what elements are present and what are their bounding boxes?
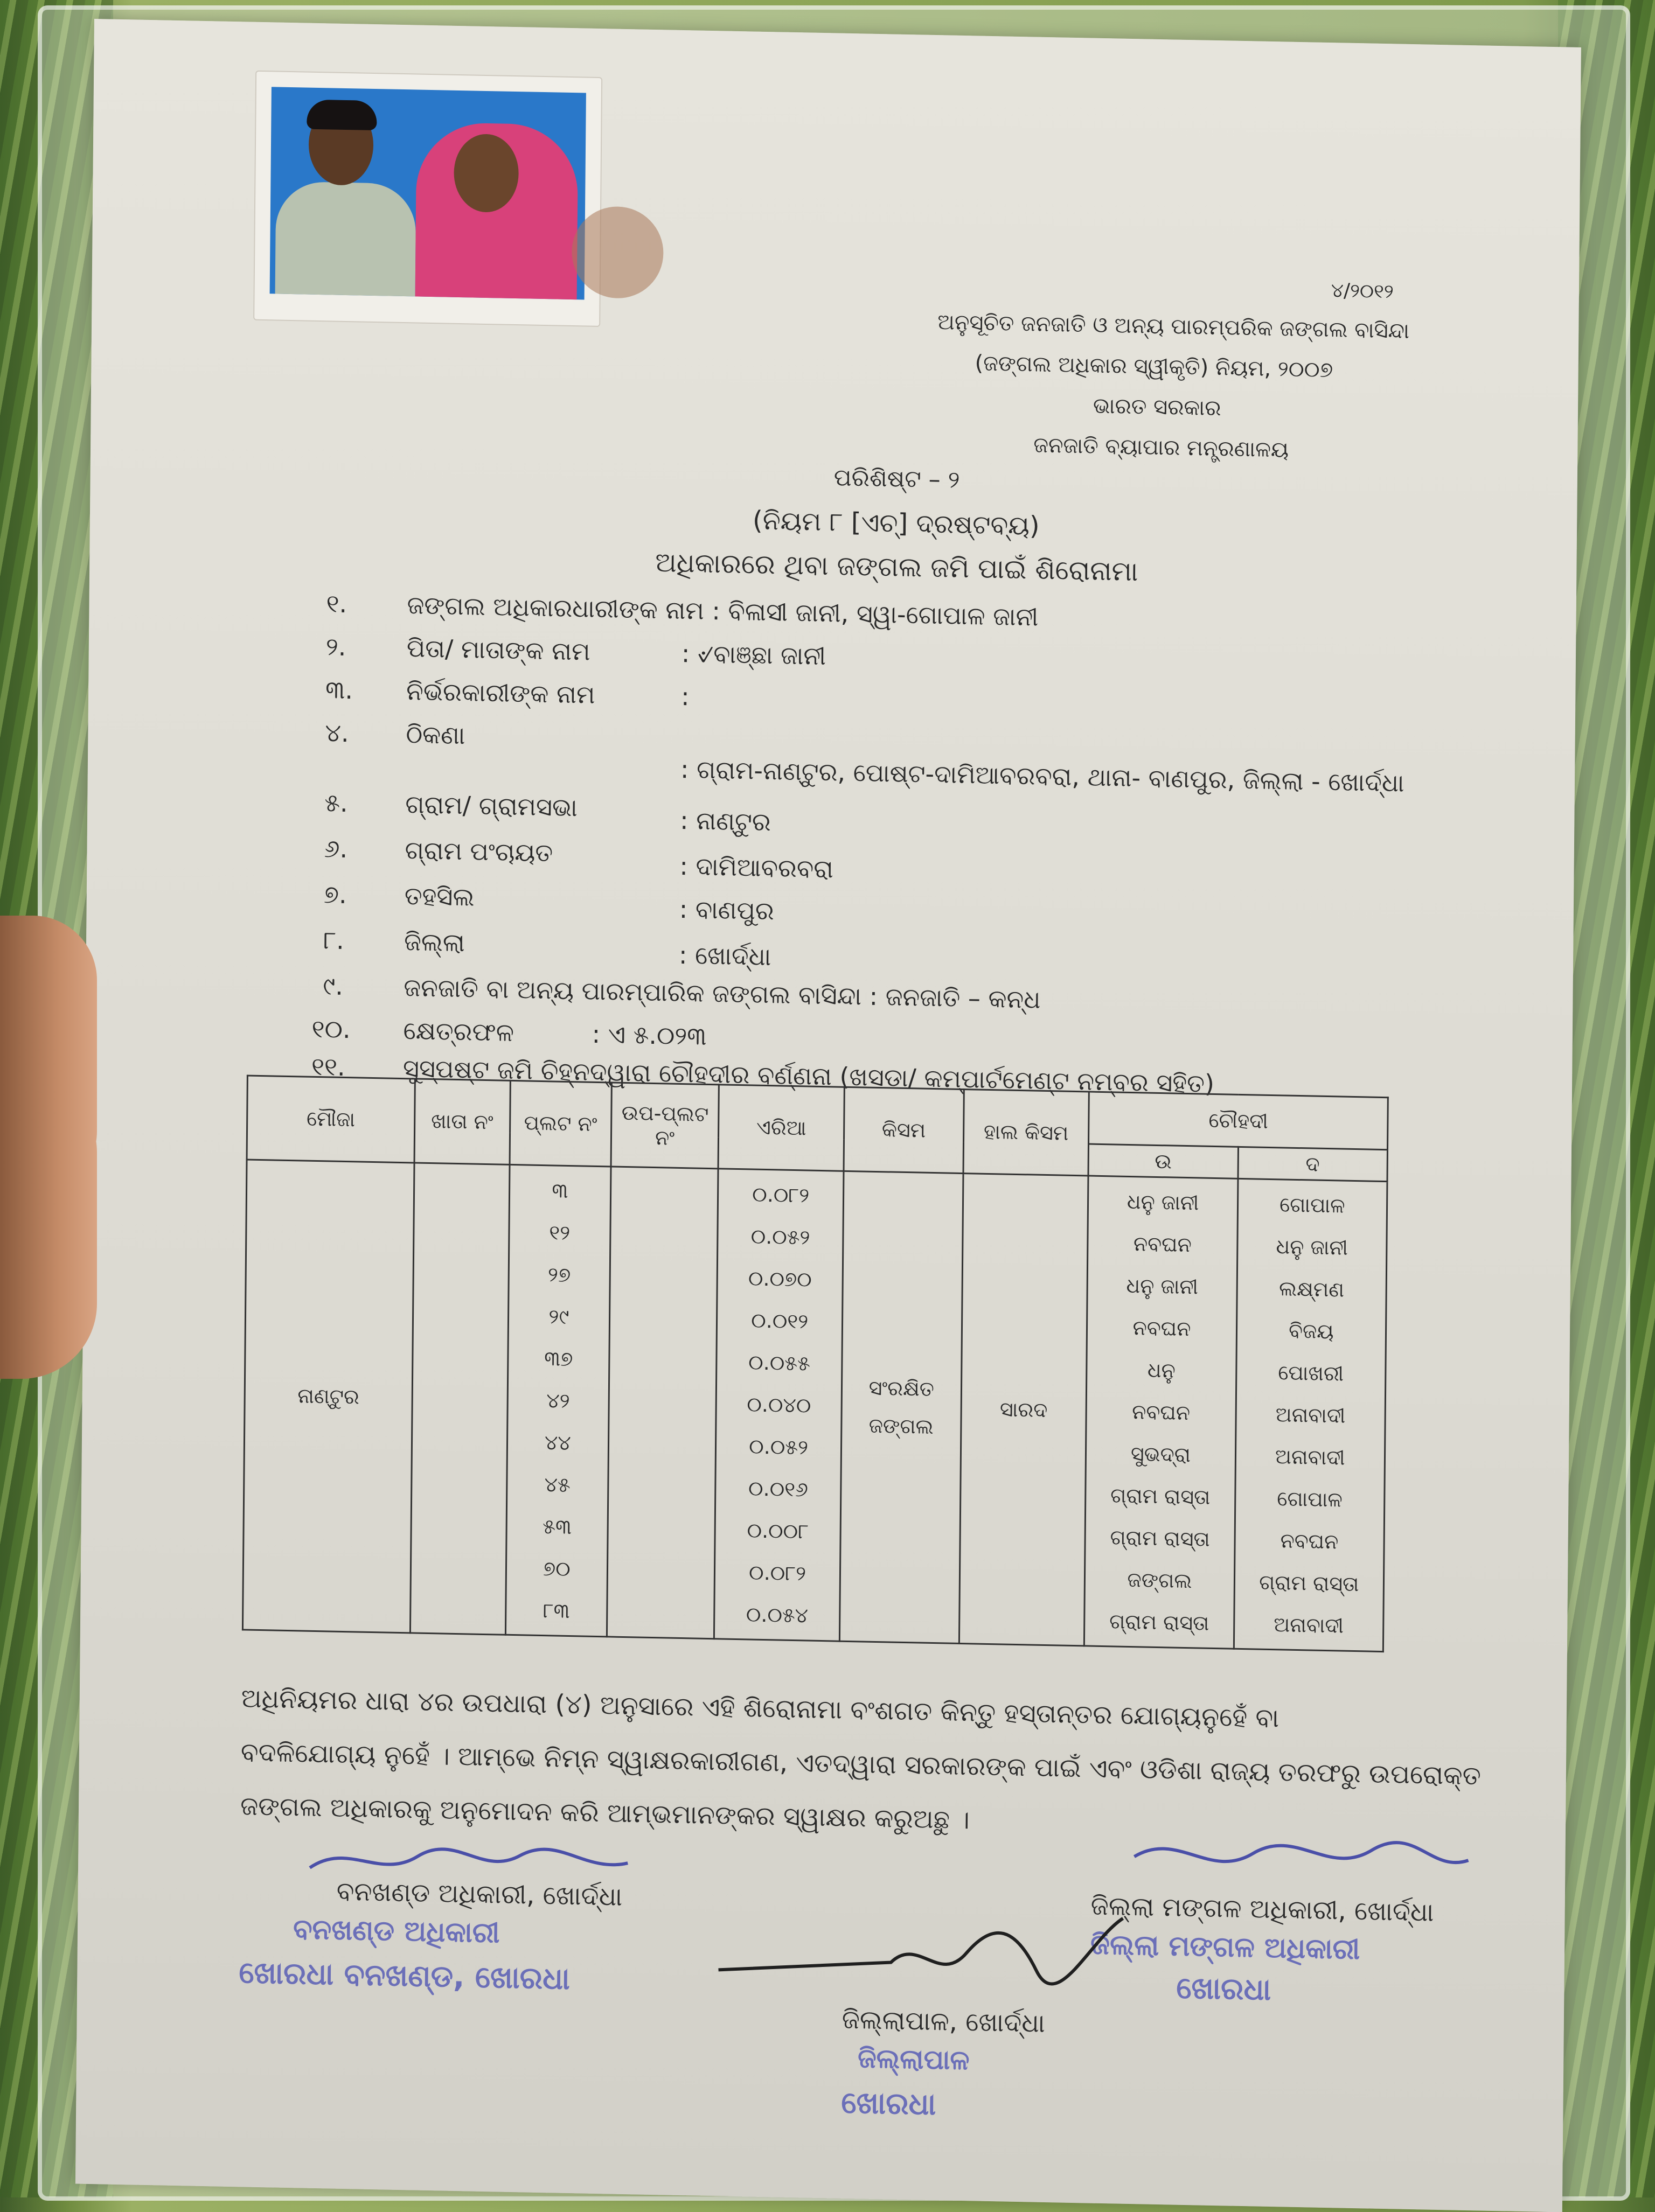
south-boundary: ଗୋପାଳ (1277, 1487, 1343, 1512)
south-boundary: ଧନୁ ଜାନୀ (1276, 1234, 1348, 1260)
reference-number: ୪/୨୦୧୨ (1331, 280, 1394, 303)
col-header-plot: ପ୍ଲଟ ନଂ (510, 1080, 612, 1167)
area-value: ୦.୦୫୪ (746, 1602, 809, 1628)
collector-stamp-line2: ଖୋରଧା (841, 2085, 936, 2123)
field-number: ୮. (323, 925, 345, 955)
cell-subplot (607, 1167, 718, 1639)
photo-man-hair (307, 100, 377, 130)
south-boundary: ଗୋପାଳ (1279, 1192, 1345, 1218)
north-boundary: ଜଙ୍ଗଲ (1127, 1567, 1192, 1593)
applicant-photo (253, 71, 602, 327)
south-boundary: ପୋଖରୀ (1278, 1360, 1344, 1386)
south-boundary: ବିଜୟ (1288, 1318, 1334, 1344)
field-label: ଗ୍ରାମ ପଂଚାୟତ (405, 835, 553, 868)
col-header-chauhadi: ଚୌହଦୀ (1089, 1092, 1388, 1150)
document-page (75, 19, 1581, 2212)
area-value: ୦.୦୫୨ (750, 1224, 810, 1250)
plot-number: ୨୭ (547, 1262, 571, 1287)
field-label: ତହସିଲ (404, 881, 475, 912)
area-value: ୦.୦୫୨ (749, 1434, 809, 1460)
plot-number: ୩ (552, 1178, 568, 1203)
field-holder-name: ଜଙ୍ଗଲ ଅଧିକାରଧାରୀଙ୍କ ନାମ : ବିଳାସୀ ଜାନୀ, ସ୍ୱା-ଗୋପାଳ ଜାନୀ (407, 590, 1039, 632)
cell-plots (505, 1164, 611, 1637)
area-value: ୦.୦୭୦ (748, 1266, 812, 1292)
field-village: : ନାଣ୍ଟୁର (679, 805, 771, 837)
plot-number: ୪୨ (546, 1388, 570, 1413)
field-area: : ଏ ୫.୦୨୩ (592, 1019, 707, 1051)
field-number: ୫. (324, 788, 348, 818)
declaration-line1: ଅଧିନିୟମର ଧାରା ୪ର ଉପଧାରା (୪) ଅନୁସାରେ ଏହି ଶିରୋନାମା ବଂଶଗତ କିନ୍ତୁ ହସ୍ତାନ୍ତର ଯୋଗ୍ୟନୁହେଁ ବା (241, 1683, 1280, 1734)
act-title-line1: ଅନୁସୂଚିତ ଜନଜାତି ଓ ଅନ୍ୟ ପାରମ୍ପରିକ ଜଙ୍ଗଲ ବାସିନ୍ଦା (937, 310, 1410, 344)
cell-areas (714, 1169, 844, 1641)
field-number: ୧୦. (311, 1014, 351, 1044)
field-label: ପିତା/ ମାତାଙ୍କ ନାମ (406, 633, 590, 666)
south-boundary: ଲକ୍ଷ୍ମଣ (1278, 1276, 1345, 1302)
col-header-kisam: କିସମ (844, 1087, 964, 1173)
plot-number: ୪୫ (544, 1473, 571, 1497)
col-header-south: ଦ (1238, 1147, 1388, 1181)
north-boundary: ଧନୁ (1147, 1358, 1176, 1383)
area-value: ୦.୦୧୬ (748, 1476, 809, 1502)
south-boundary: ଅନାବାଦୀ (1275, 1445, 1345, 1470)
field-label: ଠିକଣା (406, 720, 465, 750)
field-district: : ଖୋର୍ଦ୍ଧା (678, 940, 771, 972)
plot-number: ୪୪ (544, 1431, 571, 1455)
field-label: ଜିଲ୍ଲା (404, 927, 465, 958)
area-value: ୦.୦୮୨ (748, 1560, 806, 1586)
photo-woman-head (454, 134, 519, 213)
col-header-north: ଉ (1088, 1144, 1238, 1178)
ministry-name: ଜନଜାତି ବ୍ୟାପାର ମନ୍ତ୍ରଣାଳୟ (1033, 432, 1289, 463)
plot-number: ୮୩ (543, 1599, 570, 1623)
field-tribe: ଜନଜାତି ବା ଅନ୍ୟ ପାରମ୍ପାରିକ ଜଙ୍ଗଲ ବାସିନ୍ଦା : ଜନଜାତି – କନ୍ଧ (404, 973, 1041, 1014)
collector-title: ଜିଲ୍ଲାପାଳ, ଖୋର୍ଦ୍ଧା (842, 2004, 1045, 2039)
col-header-area: ଏରିଆ (718, 1085, 844, 1171)
north-boundary: ଧନୁ ଜାନୀ (1126, 1189, 1199, 1215)
plot-number: ୨୯ (548, 1304, 569, 1329)
welfare-officer-title: ଜିଲ୍ଲା ମଙ୍ଗଳ ଅଧିକାରୀ, ଖୋର୍ଦ୍ଧା (1090, 1890, 1434, 1928)
south-boundary: ନବଘନ (1280, 1529, 1339, 1554)
field-number: ୧. (326, 589, 347, 619)
field-parent-name: : ୰ବାଞ୍ଛା ଜାନୀ (681, 638, 826, 671)
holding-hand-thumb (0, 1077, 97, 1379)
field-label: କ୍ଷେତ୍ରଫଳ (403, 1016, 514, 1048)
field-address: : ଗ୍ରାମ-ନାଣ୍ଟୁର, ପୋଷ୍ଟ-ଦାମିଆବରବରା, ଥାନା- ବାଣପୁର, ଜିଲ୍ଲା - ଖୋର୍ଦ୍ଧା (680, 754, 1404, 798)
table-row (242, 1160, 1387, 1652)
cell-north-boundaries (1084, 1176, 1238, 1649)
welfare-officer-stamp-line1: ଜିଲ୍ଲା ମଙ୍ଗଳ ଅଧିକାରୀ (1090, 1928, 1360, 1966)
south-boundary: ଗ୍ରାମ ରାସ୍ତା (1259, 1570, 1359, 1596)
cell-mouza: ନାଣ୍ଟୁର (242, 1160, 414, 1633)
photo-image (270, 87, 586, 299)
cell-kisam: ସଂରକ୍ଷିତ ଜଙ୍ଗଲ (839, 1171, 963, 1643)
field-number: ୭. (323, 880, 347, 910)
north-boundary: ଗ୍ରାମ ରାସ୍ତା (1110, 1483, 1211, 1509)
field-tehsil: : ବାଣପୁର (679, 894, 774, 926)
north-boundary: ସୁଭଦ୍ରା (1130, 1442, 1191, 1467)
forest-officer-stamp-line2: ଖୋରଧା ବନଖଣ୍ଡ, ଖୋରଧା (239, 1955, 571, 1997)
plot-number: ୧୨ (549, 1220, 571, 1245)
plot-number: ୫୩ (543, 1515, 572, 1539)
col-header-hal-kisam: ହାଲ କିସମ (963, 1090, 1089, 1176)
north-boundary: ନବଘନ (1132, 1400, 1191, 1425)
area-value: ୦.୦୪୦ (747, 1392, 811, 1418)
field-label: ଗ୍ରାମ/ ଗ୍ରାମସଭା (405, 790, 578, 822)
rule-reference: (ନିୟମ ୮ [ଏଚ୍] ଦ୍ରଷ୍ଟବ୍ୟ) (752, 505, 1040, 541)
collector-stamp-line1: ଜିଲ୍ଲାପାଳ (857, 2042, 970, 2076)
north-boundary: ନବଘନ (1133, 1232, 1192, 1257)
collector-signature (713, 1900, 1134, 2015)
cell-south-boundaries (1234, 1178, 1387, 1651)
land-plot-table (242, 1075, 1389, 1653)
photo-man-body (275, 181, 416, 299)
government-name: ଭାରତ ସରକାର (1093, 393, 1221, 421)
cell-hal-kisam: ସାରଦ (959, 1174, 1088, 1646)
document-heading: ଅଧିକାରରେ ଥିବା ଜଙ୍ଗଲ ଜମି ପାଇଁ ଶିରୋନାମା (655, 547, 1138, 588)
area-value: ୦.୦୦୮ (747, 1518, 809, 1544)
declaration-line3: ଜଙ୍ଗଲ ଅଧିକାରକୁ ଅନୁମୋଦନ କରି ଆମ୍ଭମାନଙ୍କର ସ୍ୱାକ୍ଷର କରୁଅଛୁ । (240, 1791, 970, 1836)
north-boundary: ଧନୁ ଜାନୀ (1126, 1273, 1199, 1299)
field-dependents: : (680, 681, 690, 711)
forest-officer-title: ବନଖଣ୍ଡ ଅଧିକାରୀ, ଖୋର୍ଦ୍ଧା (336, 1876, 623, 1912)
cell-khata (410, 1163, 510, 1635)
field-number: ୧୧. (311, 1051, 345, 1082)
field-number: ୪. (325, 718, 349, 748)
col-header-khata: ଖାତା ନଂ (414, 1079, 510, 1164)
area-value: ୦.୦୧୨ (751, 1308, 809, 1334)
plot-number: ୭୦ (543, 1557, 571, 1581)
field-number: ୨. (325, 632, 346, 662)
north-boundary: ଗ୍ରାମ ରାସ୍ତା (1109, 1609, 1209, 1635)
welfare-officer-stamp-line2: ଖୋରଧା (1176, 1970, 1271, 2008)
field-number: ୩. (325, 675, 353, 705)
col-header-subplot: ଉପ-ପ୍ଲଟ ନଂ (611, 1083, 719, 1169)
north-boundary: ନବଘନ (1132, 1316, 1191, 1341)
field-boundary-description: ସୁସ୍ପଷ୍ଟ ଜମି ଚିହ୍ନଦ୍ୱାରା ଚୌହଦୀର ବର୍ଣ୍ଣନା (ଖସଡା/ କମ୍ପାର୍ଟମେଣ୍ଟ ନମ୍ବର ସହିତ) (402, 1053, 1215, 1098)
plot-number: ୩୭ (544, 1346, 573, 1371)
col-header-mouza: ମୌଜା (247, 1076, 415, 1163)
area-value: ୦.୦୮୨ (752, 1182, 810, 1208)
welfare-officer-signature (1129, 1830, 1474, 1895)
act-title-line2: (ଜଙ୍ଗଲ ଅଧିକାର ସ୍ୱୀକୃତି) ନିୟମ, ୨୦୦୭ (975, 351, 1333, 383)
field-panchayat: : ଦାମିଆବରବରା (679, 851, 834, 884)
declaration-line2: ବଦଳିଯୋଗ୍ୟ ନୁହେଁ । ଆମ୍ଭେ ନିମ୍ନ ସ୍ୱାକ୍ଷରକାରୀଗଣ, ଏତଦ୍ୱାରା ସରକାରଙ୍କ ପାଇଁ ଏବଂ ଓଡିଶା ରାଜ୍ୟ ତରଫରୁ ଉପରୋକ୍ତ (240, 1737, 1482, 1791)
field-number: ୬. (324, 834, 348, 864)
field-number: ୯. (323, 971, 344, 1001)
annex-title: ପରିଶିଷ୍ଟ – ୨ (833, 464, 960, 494)
north-boundary: ଗ୍ରାମ ରାସ୍ତା (1110, 1525, 1210, 1551)
south-boundary: ଅନାବାଦୀ (1275, 1402, 1346, 1428)
south-boundary: ଅନାବାଦୀ (1274, 1613, 1344, 1638)
field-label: ନିର୍ଭରକାରୀଙ୍କ ନାମ (406, 676, 595, 709)
forest-officer-stamp-line1: ବନଖଣ୍ଡ ଅଧିକାରୀ (293, 1913, 500, 1950)
area-value: ୦.୦୫୫ (748, 1350, 810, 1376)
